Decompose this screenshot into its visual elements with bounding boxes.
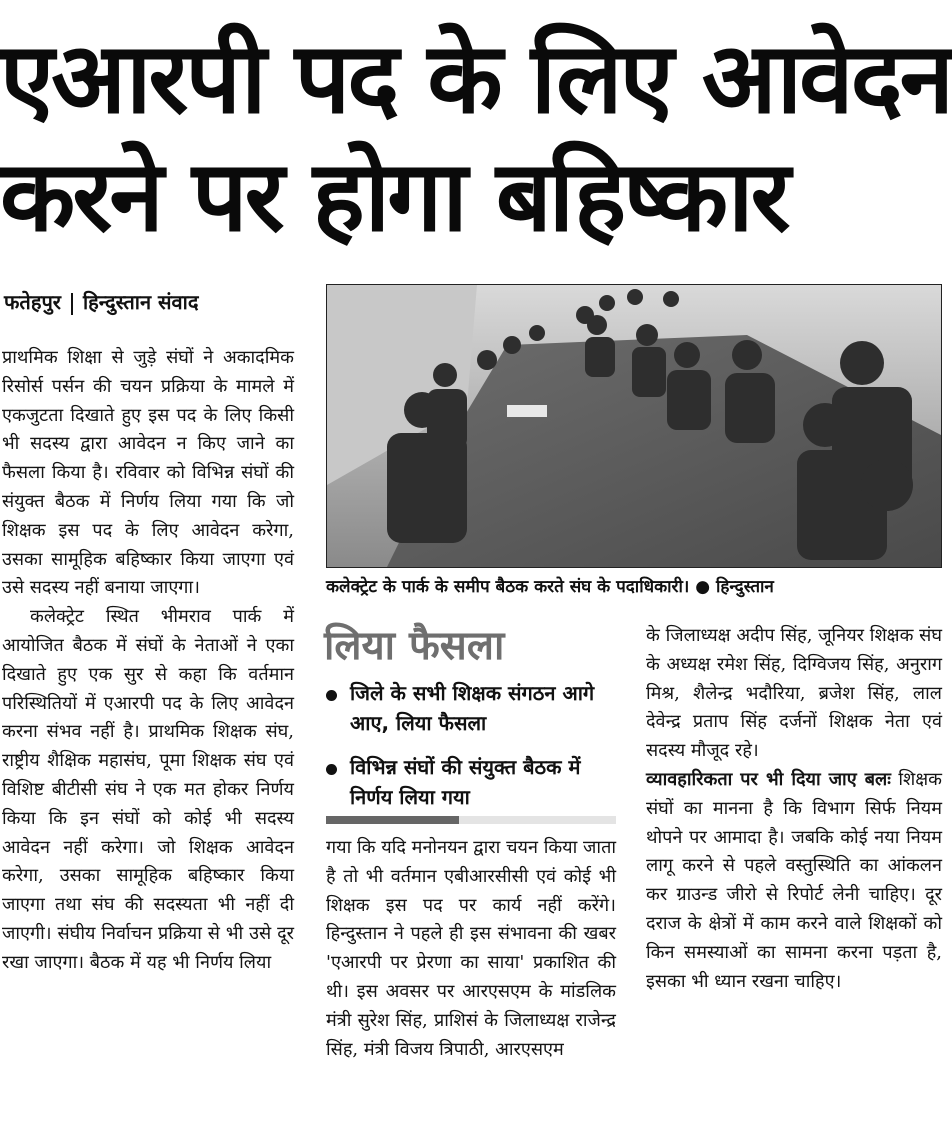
sidebar-title: लिया फैसला — [324, 623, 505, 669]
photo-caption: कलेक्ट्रेट के पार्क के समीप बैठक करते संघ के पदाधिकारी। ● हिन्दुस्तान — [326, 577, 774, 597]
article-column-3 — [646, 622, 942, 996]
headline-line-2: करने पर होगा बहिष्कार — [0, 140, 788, 254]
article-paragraph: के जिलाध्यक्ष अदीप सिंह, जूनियर शिक्षक संघ के अध्यक्ष रमेश सिंह, दिग्विजय सिंह, अनुराग मिश्र, शैलेन्द्र भदौरिया, ब्रजेश सिंह, लाल देवेन्द्र प्रताप सिंह दर्जनों शिक्षक नेता एवं सदस्य मौजूद रहे। — [646, 625, 942, 762]
news-photo — [326, 284, 942, 568]
article-paragraph: गया कि यदि मनोनयन द्वारा चयन किया जाता है तो भी वर्तमान एबीआरसीसी एवं कोई भी शिक्षक इस पद पर कार्य नहीं करेंगे। हिन्दुस्तान ने पहले ही इस संभावना की खबर 'एआरपी पर प्रेरणा का साया' प्रकाशित की थी। इस अवसर पर आरएसएम के मांडलिक मंत्री सुरेश सिंह, प्राशिसं के जिलाध्यक्ष राजेन्द्र सिंह, मंत्री विजय त्रिपाठी, आरएसएम — [326, 837, 616, 1060]
bullet-icon — [326, 690, 337, 701]
subheading: व्यावहारिकता पर भी दिया जाए बलः — [646, 768, 891, 790]
bullet-icon — [326, 764, 337, 775]
highlight-item — [324, 678, 624, 738]
highlight-item — [324, 752, 624, 812]
article-column-1 — [2, 344, 294, 978]
dateline — [4, 288, 198, 315]
dateline-separator — [71, 293, 73, 315]
article-paragraph — [646, 766, 942, 996]
article-paragraph: कलेक्ट्रेट स्थित भीमराव पार्क में आयोजित बैठक में संघों के नेताओं ने एका दिखाते हुए एक सुर से कहा कि वर्तमान परिस्थितियों में एआरपी पद के लिए आवेदन करना संभव नहीं है। प्राथमिक शिक्षक संघ, राष्ट्रीय शैक्षिक महासंघ, पूमा शिक्षक संघ एवं विशिष्ट बीटीसी संघ ने एक मत होकर निर्णय किया कि इन संघों को कोई भी सदस्य आवेदन नहीं करेगा। जो शिक्षक आवेदन करेगा, उसका सामूहिक बहिष्कार किया जाएगा तथा संघ की सदस्यता भी नहीं दी जाएगी। संघीय निर्वाचन प्रक्रिया से भी उसे दूर रखा जाएगा। बैठक में यह भी निर्णय लिया — [2, 606, 294, 973]
highlight-text: जिले के सभी शिक्षक संगठन आगे आए, लिया फैसला — [350, 681, 595, 735]
headline-line-1: एआरपी पद के लिए आवेदन — [0, 22, 952, 136]
headline — [0, 20, 952, 256]
highlights-list — [324, 678, 624, 826]
section-divider — [326, 816, 616, 824]
photo-illustration — [327, 285, 941, 567]
highlight-text: विभिन्न संघों की संयुक्त बैठक में निर्णय लिया गया — [350, 755, 581, 809]
dateline-place: फतेहपुर — [4, 290, 61, 314]
article-paragraph: प्राथमिक शिक्षा से जुड़े संघों ने अकादमिक रिसोर्स पर्सन की चयन प्रक्रिया के मामले में एकजुटता दिखाते हुए इस पद के लिए किसी भी सदस्य द्वारा आवेदन न किए जाने का फैसला किया है। रविवार को विभिन्न संघों की संयुक्त बैठक में निर्णय लिया गया कि जो शिक्षक इस पद के लिए आवेदन करेगा, उसका सामूहिक बहिष्कार किया जाएगा एवं उसे सदस्य नहीं बनाया जाएगा। — [2, 347, 294, 599]
dateline-source: हिन्दुस्तान संवाद — [82, 290, 199, 314]
article-column-2 — [326, 834, 616, 1064]
subheading-text: शिक्षक संघों का मानना है कि विभाग सिर्फ नियम थोपने पर आमादा है। जबकि कोई नया नियम लागू करने से पहले वस्तुस्थिति का आंकलन कर ग्राउन्ड जीरो से रिपोर्ट लेनी चाहिए। दूर दराज के क्षेत्रों में काम करने वाले शिक्षकों को किन समस्याओं का सामना करना पड़ता है, इसका भी ध्यान रखना चाहिए। — [646, 768, 942, 992]
